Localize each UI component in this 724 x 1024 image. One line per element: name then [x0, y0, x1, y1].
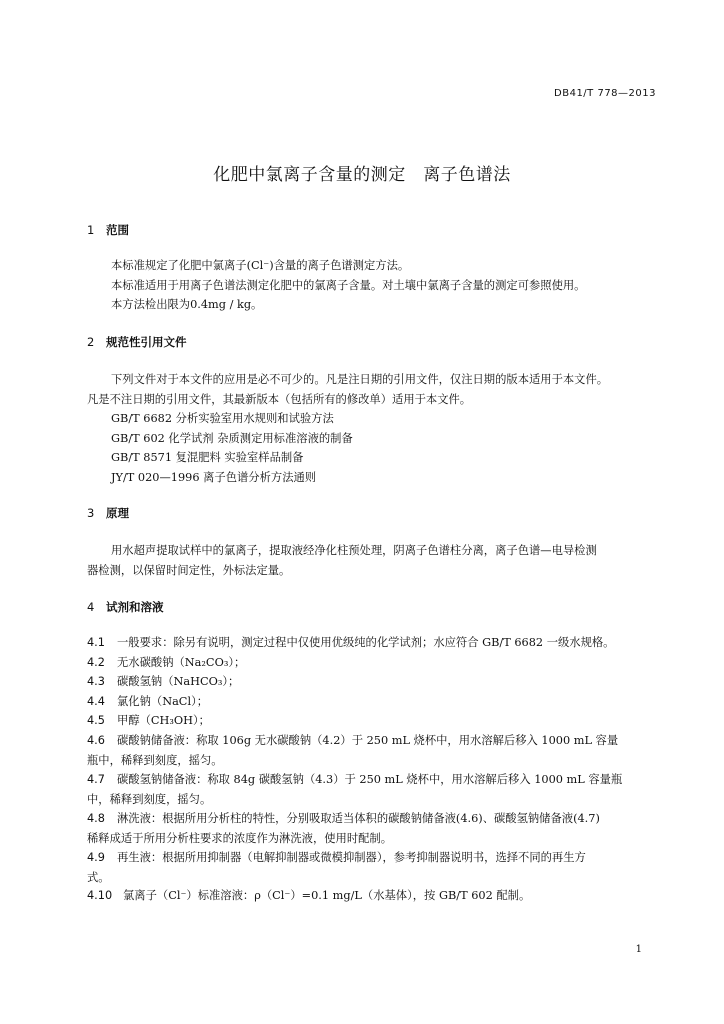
scope-paragraph [111, 256, 659, 315]
section-title: 原理 [106, 506, 129, 520]
reagent-text: 氯化钠（NaCl）； [117, 695, 209, 708]
scope-line: 本方法检出限为0.4mg / kg。 [111, 298, 263, 311]
reagent-text-continued: 瓶中，稀释到刻度，摇匀。 [87, 753, 223, 767]
reference-item: GB/T 602 化学试剂 杂质测定用标准溶液的制备 [111, 431, 353, 445]
reagent-item [87, 731, 659, 770]
reagent-text: 碳酸钠储备液：称取 106g 无水碳酸钠（4.2）于 250 mL 烧杯中，用水溶解后移入 1000 mL 容量 [117, 734, 619, 747]
reagent-item [87, 848, 659, 887]
reagent-item [87, 692, 659, 712]
section-title: 范围 [106, 223, 129, 237]
references-intro-line: 下列文件对于本文件的应用是必不可少的。凡是注日期的引用文件，仅注日期的版本适用于本文件。 [111, 373, 609, 386]
reagent-item [87, 770, 659, 809]
reagent-label: 4.1 [87, 636, 105, 649]
section-heading-reagents [87, 599, 164, 615]
principle-line: 用水超声提取试样中的氯离子，提取液经净化柱预处理，阴离子色谱柱分离，离子色谱—电导检测 [111, 544, 597, 557]
section-heading-scope [87, 222, 129, 238]
section-title: 规范性引用文件 [106, 335, 187, 349]
reagent-label: 4.2 [87, 656, 105, 669]
reference-item: GB/T 8571 复混肥料 实验室样品制备 [111, 451, 304, 464]
principle-paragraph [87, 541, 659, 580]
section-number: 4 [87, 600, 95, 614]
reagent-label: 4.7 [87, 773, 105, 786]
references-list [111, 409, 659, 487]
section-number: 1 [87, 223, 95, 237]
page-number: 1 [635, 944, 642, 955]
reagent-item [87, 672, 659, 692]
document-title: 化肥中氯离子含量的测定 离子色谱法 [213, 165, 511, 185]
reagent-text: 一般要求：除另有说明，测定过程中仅使用优级纯的化学试剂；水应符合 GB/T 6682 一级水规格。 [117, 636, 615, 649]
reference-item: JY/T 020—1996 离子色谱分析方法通则 [111, 470, 317, 484]
reagent-text: 淋洗液：根据所用分析柱的特性，分别吸取适当体积的碳酸钠储备液(4.6)、碳酸氢钠储备液(4.7) [117, 812, 600, 825]
section-heading-principle [87, 505, 129, 521]
reagent-label: 4.10 [87, 889, 113, 902]
reagent-text-continued: 中，稀释到刻度，摇匀。 [87, 792, 212, 806]
reagent-text-continued: 稀释成适于所用分析柱要求的浓度作为淋洗液，使用时配制。 [87, 831, 393, 845]
reagent-text: 氯离子（Cl⁻）标准溶液：ρ（Cl⁻）=0.1 mg/L（水基体），按 GB/T 602 配制。 [123, 889, 531, 902]
standard-code: DB41/T 778—2013 [554, 88, 656, 99]
reagent-text: 再生液：根据所用抑制器（电解抑制器或微模抑制器），参考抑制器说明书，选择不同的再生方 [117, 851, 586, 864]
scope-line: 本标准适用于用离子色谱法测定化肥中的氯离子含量。对土壤中氯离子含量的测定可参照使用。 [111, 278, 586, 292]
reagent-item [87, 809, 659, 848]
reagent-label: 4.3 [87, 675, 105, 688]
reference-item: GB/T 6682 分析实验室用水规则和试验方法 [111, 412, 334, 425]
reagent-label: 4.9 [87, 851, 105, 864]
section-number: 3 [87, 506, 95, 520]
references-intro [87, 370, 659, 409]
reagent-label: 4.5 [87, 714, 105, 727]
principle-line: 器检测，以保留时间定性，外标法定量。 [87, 563, 291, 577]
reagent-text: 碳酸氢钠储备液：称取 84g 碳酸氢钠（4.3）于 250 mL 烧杯中，用水溶解后移入 1000 mL 容量瓶 [117, 773, 623, 786]
reagent-text: 碳酸氢钠（NaHCO₃）； [117, 675, 240, 688]
section-heading-references [87, 334, 187, 350]
reagent-label: 4.6 [87, 734, 105, 747]
section-number: 2 [87, 335, 95, 349]
reagent-label: 4.4 [87, 695, 105, 708]
reagent-text: 甲醇（CH₃OH）； [117, 714, 210, 727]
reagent-item [87, 711, 659, 731]
references-intro-line: 凡是不注日期的引用文件，其最新版本（包括所有的修改单）适用于本文件。 [87, 392, 472, 406]
scope-line: 本标准规定了化肥中氯离子(Cl⁻)含量的离子色谱测定方法。 [111, 259, 410, 272]
reagent-item [87, 886, 659, 906]
reagent-label: 4.8 [87, 812, 105, 825]
reagent-text-continued: 式。 [87, 870, 110, 884]
reagent-item [87, 653, 659, 673]
reagent-item [87, 633, 659, 653]
section-title: 试剂和溶液 [106, 600, 164, 614]
reagent-text: 无水碳酸钠（Na₂CO₃）； [117, 656, 246, 669]
